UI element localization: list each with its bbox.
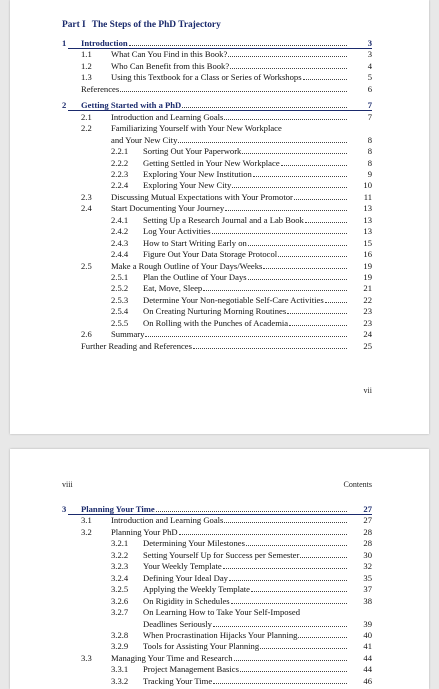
running-head: Contents [343,480,372,489]
dot-leader [156,504,347,512]
toc-entry-title: What Can You Find in this Book? [111,49,349,59]
toc-entry-number: 3.2.1 [111,538,129,549]
toc-entry-page: 24 [363,329,372,340]
dot-leader [120,84,347,92]
toc-entry[interactable] [10,341,429,351]
toc-entry[interactable] [10,515,429,525]
toc-entry[interactable] [10,49,429,59]
dot-leader [223,561,347,569]
toc-entry-page: 19 [363,272,372,282]
toc-entry-title: Exploring Your New Institution [143,169,349,179]
toc-entry-number: 3.2.8 [111,629,129,640]
toc-entry-page: 22 [363,294,372,305]
toc-entry-page: 13 [363,203,372,214]
toc-entry[interactable] [10,641,429,651]
toc-entry-number: 2.2.1 [111,146,129,157]
toc-entry-title: Make a Rough Outline of Your Days/Weeks [111,261,349,271]
toc-entry-title: Deadlines Seriously [143,619,349,629]
dot-leader [289,318,347,326]
toc-entry[interactable] [10,135,429,145]
toc-entry-page: 27 [363,515,372,526]
toc-entry[interactable] [10,630,429,640]
dot-leader [225,203,347,211]
toc-entry-number: 2.4.2 [111,226,129,237]
toc-entry[interactable] [10,61,429,71]
toc-entry[interactable] [10,226,429,236]
toc-entry-title: Setting Up a Research Journal and a Lab Book [143,215,349,225]
toc-entry-title: Introduction and Learning Goals [111,112,349,122]
toc-entry-page: 23 [363,306,372,317]
toc-entry[interactable] [10,158,429,168]
toc-entry-page: 28 [363,526,372,537]
toc-entry-title: Further Reading and References [81,341,349,351]
toc-entry-title: Figure Out Your Data Storage Protocol [143,249,349,259]
toc-entry-title: Setting Yourself Up for Success per Semester [143,550,349,560]
toc-entry-title: Determine Your Non-negotiable Self-Care Activities [143,295,349,305]
toc-entry-page: 13 [363,214,372,225]
toc-entry-number: 2.2.4 [111,180,129,191]
toc-entry-number: 2.4.4 [111,249,129,260]
dot-leader [240,664,347,672]
toc-entry-number: 3.2.5 [111,584,129,595]
toc-entry[interactable] [10,561,429,571]
toc-entry-number: 3.2.6 [111,595,129,606]
toc-entry-page: 8 [367,157,372,168]
toc-entry-number: 2.2.2 [111,157,129,168]
toc-entry-number: 3.1 [81,515,92,526]
toc-entry-number: 2.5.4 [111,306,129,317]
toc-entry-number: 3.2.3 [111,561,129,572]
toc-entry-number: 2 [62,100,67,111]
toc-entry-title: Tracking Your Time [143,676,349,686]
toc-entry-title: Introduction and Learning Goals [111,515,349,525]
toc-entry-page: 35 [363,572,372,583]
toc-entry-page: 6 [367,83,372,94]
toc-entry-title: Plan the Outline of Your Days [143,272,349,282]
toc-entry-page: 44 [363,664,372,675]
toc-page-vii [10,0,429,434]
toc-entry-number: 2.2.3 [111,168,129,179]
toc-entry-title: and Your New City [111,135,349,145]
toc-entry-title: On Learning How to Take Your Self-Imposed [143,607,301,618]
toc-entry-page: 40 [363,629,372,640]
toc-entry-number: 3.3 [81,652,92,663]
toc-entry-title: On Rigidity in Schedules [143,596,349,606]
dot-leader [263,261,347,269]
toc-entry[interactable] [10,72,429,82]
toc-entry[interactable] [10,238,429,248]
part-title: The Steps of the PhD Trajectory [91,20,221,30]
toc-entry-number: 1 [62,38,67,48]
toc-entry-page: 9 [367,168,372,179]
toc-entry-page: 4 [367,60,372,71]
toc-entry-page: 28 [363,538,372,549]
toc-entry-page: 13 [363,226,372,237]
dot-leader [231,596,347,604]
toc-entry-title: Project Management Basics [143,664,349,674]
toc-entry-page: 10 [363,180,372,191]
toc-entry[interactable] [10,123,429,133]
toc-entry-title: Familiarizing Yourself with Your New Workplace [111,123,282,134]
toc-entry[interactable] [10,318,429,328]
toc-entry[interactable] [10,538,429,548]
toc-entry-number: 3 [62,504,67,514]
toc-entry-title: Start Documenting Your Journey [111,203,349,213]
dot-leader [298,630,347,638]
toc-entry-page: 21 [363,283,372,294]
toc-entry[interactable] [10,146,429,156]
dot-leader [281,158,347,166]
toc-entry-title: References [81,84,349,94]
toc-entry-title: Planning Your PhD [111,527,349,537]
toc-entry-page: 38 [363,595,372,606]
dot-leader [224,112,347,120]
toc-entry-page: 27 [363,504,372,514]
toc-entry[interactable] [10,676,429,686]
page-folio: vii [363,386,372,395]
toc-entry-page: 16 [363,249,372,260]
toc-entry-page: 44 [363,652,372,663]
toc-entry[interactable] [10,527,429,537]
toc-entry-page: 5 [367,72,372,83]
toc-entry-number: 2.2 [81,123,92,134]
toc-entry-page: 19 [363,260,372,271]
part-label: Part I [62,20,86,30]
toc-entry[interactable] [10,283,429,293]
toc-entry[interactable] [10,84,429,94]
dot-leader [253,169,347,177]
toc-entry-number: 1.2 [81,60,92,71]
dot-leader [300,550,347,558]
toc-entry-page: 41 [363,641,372,652]
toc-entry[interactable] [10,653,429,663]
toc-entry[interactable] [10,169,429,179]
toc-entry-title: Managing Your Time and Research [111,653,349,663]
toc-entry-page: 37 [363,584,372,595]
toc-entry-number: 1.3 [81,72,92,83]
toc-entry-number: 2.5.3 [111,294,129,305]
toc-entry-number: 3.2.4 [111,572,129,583]
toc-entry[interactable] [10,272,429,282]
toc-entry-number: 2.3 [81,191,92,202]
toc-entry-title: How to Start Writing Early on [143,238,349,248]
part-heading [62,20,221,30]
dot-leader [325,295,347,303]
toc-entry-number: 3.2.7 [111,607,129,618]
toc-entry-page: 8 [367,134,372,145]
toc-entry-page: 30 [363,549,372,560]
toc-entry-title: Determining Your Milestones [143,538,349,548]
toc-entry[interactable] [10,192,429,202]
toc-entry-page: 32 [363,561,372,572]
toc-entry-title: Exploring Your New City [143,180,349,190]
toc-entry-number: 2.4 [81,203,92,214]
dot-leader [287,306,347,314]
dot-leader [234,653,348,661]
toc-entry[interactable] [10,249,429,259]
toc-entry[interactable] [10,664,429,674]
toc-entry-title: When Procrastination Hijacks Your Planning [143,630,349,640]
dot-leader [182,100,347,108]
toc-entry[interactable] [10,112,429,122]
dot-leader [251,584,347,592]
toc-entry[interactable] [10,550,429,560]
toc-entry-title: On Rolling with the Punches of Academia [143,318,349,328]
toc-entry[interactable] [10,596,429,606]
toc-entry-number: 2.4.1 [111,214,129,225]
toc-entry-title: Discussing Mutual Expectations with Your Promotor [111,192,349,202]
toc-entry-title: Using this Textbook for a Class or Series of Workshops [111,72,349,82]
toc-entry[interactable] [10,619,429,629]
dot-leader [294,192,347,200]
toc-entry-page: 23 [363,317,372,328]
dot-leader [248,238,347,246]
toc-entry-title: Sorting Out Your Paperwork [143,146,349,156]
toc-entry-title: Summary [111,329,349,339]
dot-leader [232,180,347,188]
dot-leader [246,538,347,546]
toc-entry-title: Log Your Activities [143,226,349,236]
toc-entry[interactable] [10,504,429,514]
toc-entry-number: 2.5.1 [111,272,129,282]
toc-entry-number: 2.4.3 [111,237,129,248]
toc-entry-page: 25 [363,340,372,351]
dot-leader [213,619,347,627]
toc-entry-title: Applying the Weekly Template [143,584,349,594]
toc-entry[interactable] [10,203,429,213]
toc-entry[interactable] [10,573,429,583]
toc-entry[interactable] [10,215,429,225]
dot-leader [230,61,347,69]
toc-entry[interactable] [10,261,429,271]
toc-entry-page: 3 [367,38,372,48]
dot-leader [129,38,347,46]
toc-entry-title: Planning Your Time [81,504,349,514]
toc-entry-number: 3.2.9 [111,641,129,652]
toc-entry-number: 2.5.2 [111,283,129,294]
dot-leader [242,146,347,154]
page-folio: viii [62,480,73,489]
toc-entry[interactable] [10,607,429,617]
toc-entry-page: 3 [367,49,372,60]
toc-entry-page: 7 [367,100,372,111]
dot-leader [193,341,347,349]
toc-entry-title: Eat, Move, Sleep [143,283,349,293]
toc-entry[interactable] [10,329,429,339]
dot-leader [248,272,347,280]
toc-entry[interactable] [10,100,429,110]
toc-page-viii [10,449,429,689]
toc-entry-number: 2.6 [81,329,92,340]
toc-entry-number: 1.1 [81,49,92,60]
toc-entry-page: 7 [367,111,372,122]
toc-entry-title: Your Weekly Template [143,561,349,571]
dot-leader [212,226,347,234]
toc-entry-title: Introduction [81,38,349,48]
toc-entry-number: 2.1 [81,111,92,122]
toc-entry[interactable] [10,180,429,190]
toc-entry-page: 46 [363,675,372,686]
dot-leader [179,527,347,535]
toc-entry[interactable] [10,584,429,594]
toc-entry-title: Getting Started with a PhD [81,100,349,110]
toc-entry-page: 39 [363,618,372,629]
toc-entry-page: 8 [367,146,372,157]
toc-entry-title: Getting Settled in Your New Workplace [143,158,349,168]
toc-entry[interactable] [10,306,429,316]
dot-leader [260,641,347,649]
dot-leader [228,49,347,57]
dot-leader [224,515,347,523]
toc-entry-title: Tools for Assisting Your Planning [143,641,349,651]
toc-entry-number: 2.5 [81,260,92,271]
toc-entry-number: 3.2 [81,526,92,537]
toc-entry-number: 3.2.2 [111,549,129,560]
dot-leader [203,283,347,291]
toc-entry[interactable] [10,38,429,48]
toc-entry-page: 15 [363,237,372,248]
dot-leader [229,573,347,581]
dot-leader [178,135,347,143]
toc-entry-number: 3.3.2 [111,675,129,686]
toc-entry[interactable] [10,295,429,305]
dot-leader [145,329,347,337]
toc-entry-title: Who Can Benefit from this Book? [111,61,349,71]
toc-entry-title: On Creating Nurturing Morning Routines [143,306,349,316]
dot-leader [278,249,347,257]
dot-leader [305,215,347,223]
dot-leader [303,72,347,80]
toc-entry-number: 3.3.1 [111,664,129,675]
toc-entry-title: Defining Your Ideal Day [143,573,349,583]
toc-entry-number: 2.5.5 [111,317,129,328]
toc-entry-page: 11 [363,191,372,202]
